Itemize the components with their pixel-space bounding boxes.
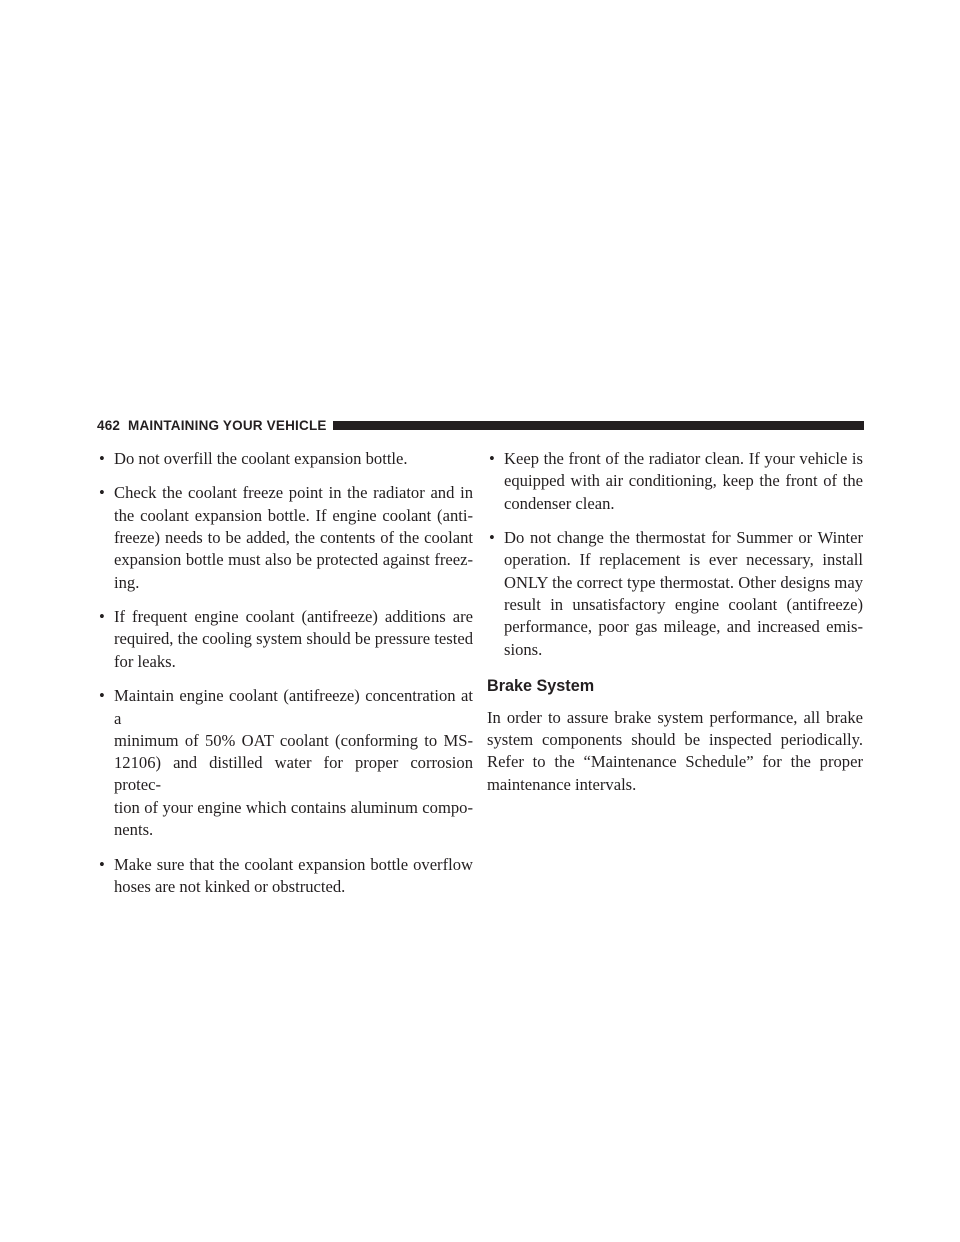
page-number: 462 (97, 417, 121, 433)
text-line: for leaks. (114, 651, 176, 671)
list-item (97, 685, 473, 841)
text-line: Do not overfill the coolant expansion bottle. (114, 449, 408, 468)
list-item (487, 527, 863, 661)
bullet-dot: • (99, 854, 105, 874)
text-line: hoses are not kinked or obstructed. (114, 876, 346, 896)
section-name: MAINTAINING YOUR VEHICLE (128, 417, 327, 433)
text-line: 12106) and distilled water for proper corrosion protec- (114, 753, 473, 795)
text-line: If frequent engine coolant (antifreeze) additions are (114, 607, 473, 627)
text-line: ing. (114, 572, 140, 592)
text-line: Refer to the “Maintenance Schedule” for the proper (487, 752, 863, 772)
text-line: freeze) needs to be added, the contents of the coolant (114, 528, 473, 548)
text-line: Keep the front of the radiator clean. If your vehicle is (504, 449, 863, 468)
header-rule (333, 421, 864, 430)
brake-system-paragraph (487, 707, 863, 796)
text-line: required, the cooling system should be pressure tested (114, 629, 473, 649)
bullet-dot: • (99, 483, 105, 503)
text-line: Maintain engine coolant (antifreeze) concentration at a (114, 686, 473, 728)
text-line: minimum of 50% OAT coolant (conforming to MS- (114, 730, 473, 750)
section-title: Brake System (487, 676, 595, 695)
list-item (97, 482, 473, 593)
text-line: Check the coolant freeze point in the radiator and in (114, 483, 473, 503)
right-bullet-list (487, 448, 863, 661)
bullet-dot: • (489, 449, 495, 468)
text-line: system components should be inspected periodically. (487, 730, 863, 750)
bullet-dot: • (99, 449, 105, 468)
text-line: expansion bottle must also be protected against freez- (114, 550, 473, 570)
text-line: Make sure that the coolant expansion bottle overflow (114, 854, 473, 874)
text-line: result in unsatisfactory engine coolant (antifreeze) (504, 594, 863, 614)
left-bullet-list (97, 448, 473, 898)
header-spacer (120, 418, 128, 433)
text-line: nents. (114, 820, 154, 840)
text-line: condenser clean. (504, 493, 615, 513)
bullet-dot: • (489, 528, 495, 548)
list-item (97, 606, 473, 673)
text-line: tion of your engine which contains aluminum compo- (114, 797, 473, 817)
text-line: performance, poor gas mileage, and increased emis- (504, 617, 863, 637)
text-line: sions. (504, 639, 543, 659)
list-item (97, 448, 473, 470)
right-column (487, 448, 863, 796)
list-item (487, 448, 863, 515)
bullet-dot: • (99, 607, 105, 627)
text-line: maintenance intervals. (487, 774, 637, 794)
text-line: operation. If replacement is ever necessary, install (504, 550, 863, 570)
running-header (97, 414, 864, 436)
left-column (97, 448, 473, 910)
bullet-dot: • (99, 686, 105, 706)
text-line: ONLY the correct type thermostat. Other designs may (504, 572, 863, 592)
text-line: In order to assure brake system performance, all brake (487, 707, 863, 727)
text-line: Do not change the thermostat for Summer or Winter (504, 528, 863, 548)
text-line: equipped with air conditioning, keep the front of the (504, 471, 863, 491)
text-line: the coolant expansion bottle. If engine coolant (anti- (114, 505, 473, 525)
list-item (97, 854, 473, 899)
